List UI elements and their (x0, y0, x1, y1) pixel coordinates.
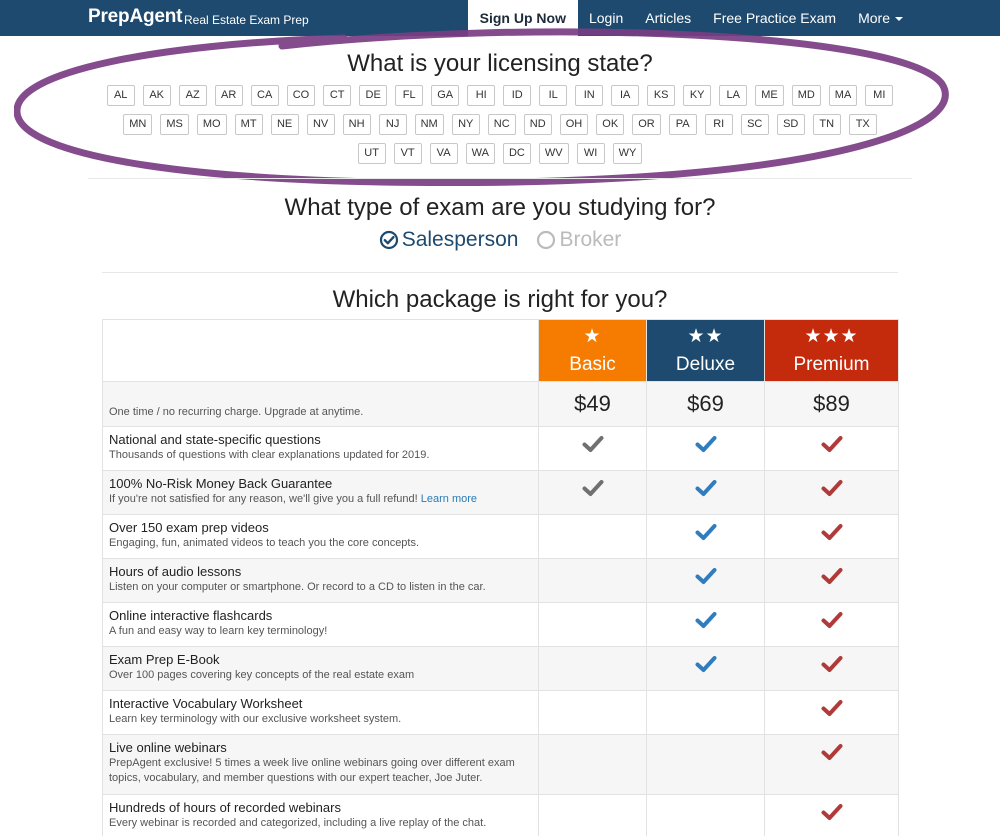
feature-row (103, 647, 899, 691)
feature-deluxe-cell (647, 647, 765, 691)
state-button-az[interactable]: AZ (179, 85, 207, 106)
star-icon: ★★ (687, 326, 724, 347)
feature-description-text: PrepAgent exclusive! 5 times a week live online webinars going over different exam topics, vocabulary, and member questions with our expert teacher, Joe Juter. (109, 757, 515, 784)
exam-type-options (0, 228, 1000, 252)
feature-row (103, 603, 899, 647)
checkmark-icon (821, 743, 843, 761)
state-button-ct[interactable]: CT (323, 85, 351, 106)
feature-description (109, 816, 532, 831)
exam-option-salesperson[interactable] (379, 228, 519, 252)
state-button-ak[interactable]: AK (143, 85, 171, 106)
feature-cell (103, 647, 539, 691)
feature-title: Interactive Vocabulary Worksheet (109, 696, 303, 711)
feature-basic-cell (539, 427, 647, 471)
feature-premium-cell (765, 471, 899, 515)
feature-row (103, 691, 899, 735)
state-button-ks[interactable]: KS (647, 85, 675, 106)
feature-row (103, 427, 899, 471)
checkmark-icon (695, 655, 717, 673)
checkmark-icon (821, 699, 843, 717)
feature-title: 100% No-Risk Money Back Guarantee (109, 476, 333, 491)
state-button-ms[interactable]: MS (160, 114, 189, 135)
state-button-ga[interactable]: GA (431, 85, 459, 106)
checkmark-icon (821, 803, 843, 821)
state-button-sc[interactable]: SC (741, 114, 769, 135)
feature-premium-cell (765, 603, 899, 647)
state-button-dc[interactable]: DC (503, 143, 531, 164)
brand-logo[interactable]: PrepAgent (88, 6, 183, 27)
plan-name: Deluxe (675, 354, 736, 375)
feature-cell (103, 691, 539, 735)
nav-sign-up-now[interactable]: Sign Up Now (468, 0, 578, 36)
state-button-co[interactable]: CO (287, 85, 316, 106)
state-button-me[interactable]: ME (755, 85, 784, 106)
state-button-va[interactable]: VA (430, 143, 458, 164)
checkmark-icon (821, 479, 843, 497)
package-comparison-table (102, 319, 899, 836)
feature-basic-cell (539, 603, 647, 647)
state-button-la[interactable]: LA (719, 85, 747, 106)
state-button-ut[interactable]: UT (358, 143, 386, 164)
package-heading: Which package is right for you? (332, 286, 668, 313)
state-button-al[interactable]: AL (107, 85, 135, 106)
state-button-pa[interactable]: PA (669, 114, 697, 135)
feature-cell (103, 471, 539, 515)
price-note: One time / no recurring charge. Upgrade at anytime. (103, 382, 539, 427)
state-button-nj[interactable]: NJ (379, 114, 407, 135)
feature-cell (103, 735, 539, 795)
feature-row (103, 471, 899, 515)
feature-title: Live online webinars (109, 740, 227, 755)
feature-basic-cell (539, 735, 647, 795)
state-button-wv[interactable]: WV (539, 143, 569, 164)
feature-premium-cell (765, 735, 899, 795)
feature-title: Hours of audio lessons (109, 564, 242, 579)
feature-cell (103, 559, 539, 603)
top-navbar (0, 0, 1000, 36)
checkmark-icon (821, 655, 843, 673)
feature-description-text: A fun and easy way to learn key terminology! (109, 625, 328, 637)
check-circle-icon (379, 230, 399, 250)
state-button-nd[interactable]: ND (524, 114, 552, 135)
feature-description (109, 712, 532, 727)
feature-premium-cell (765, 795, 899, 836)
state-button-ia[interactable]: IA (611, 85, 639, 106)
checkmark-icon (695, 479, 717, 497)
feature-description-text: Listen on your computer or smartphone. Or record to a CD to listen in the car. (109, 581, 486, 593)
feature-premium-cell (765, 647, 899, 691)
state-button-row (0, 85, 1000, 106)
state-button-nv[interactable]: NV (307, 114, 335, 135)
learn-more-link[interactable]: Learn more (420, 493, 478, 505)
price-row (103, 382, 899, 427)
feature-title: National and state-specific questions (109, 432, 321, 447)
checkmark-icon (695, 611, 717, 629)
table-corner-cell (103, 320, 539, 382)
feature-cell (103, 795, 539, 836)
plan-header-deluxe[interactable] (647, 320, 765, 382)
feature-cell (103, 515, 539, 559)
checkmark-icon (821, 435, 843, 453)
feature-deluxe-cell (647, 515, 765, 559)
feature-title: Online interactive flashcards (109, 608, 273, 623)
feature-premium-cell (765, 691, 899, 735)
state-button-ok[interactable]: OK (596, 114, 624, 135)
feature-deluxe-cell (647, 471, 765, 515)
nav-menu (468, 0, 914, 36)
exam-option-broker[interactable] (536, 228, 621, 252)
feature-cell (103, 427, 539, 471)
feature-deluxe-cell (647, 427, 765, 471)
feature-description-text: Over 100 pages covering key concepts of the real estate exam (109, 669, 415, 681)
nav-login[interactable]: Login (588, 10, 624, 26)
state-button-ar[interactable]: AR (215, 85, 243, 106)
state-button-ny[interactable]: NY (452, 114, 480, 135)
feature-title: Exam Prep E-Book (109, 652, 220, 667)
checkmark-icon (695, 523, 717, 541)
state-button-nm[interactable]: NM (415, 114, 444, 135)
state-button-tx[interactable]: TX (849, 114, 877, 135)
state-button-wa[interactable]: WA (466, 143, 495, 164)
state-button-ne[interactable]: NE (271, 114, 299, 135)
state-button-mo[interactable]: MO (197, 114, 227, 135)
state-button-wi[interactable]: WI (577, 143, 605, 164)
feature-description-text: Thousands of questions with clear explanations updated for 2019. (109, 449, 430, 461)
state-button-id[interactable]: ID (503, 85, 531, 106)
star-icon: ★ (583, 326, 602, 347)
feature-description (109, 492, 532, 507)
feature-description-text: Learn key terminology with our exclusive worksheet system. (109, 713, 402, 725)
feature-deluxe-cell (647, 795, 765, 836)
feature-row (103, 795, 899, 836)
state-button-row (0, 143, 1000, 164)
nav-articles[interactable]: Articles (645, 10, 692, 26)
state-button-vt[interactable]: VT (394, 143, 422, 164)
feature-deluxe-cell (647, 691, 765, 735)
section-divider (102, 272, 898, 273)
feature-description-text: If you're not satisfied for any reason, we'll give you a full refund! (109, 493, 418, 505)
state-button-hi[interactable]: HI (467, 85, 495, 106)
checkmark-icon (821, 523, 843, 541)
feature-description-text: Every webinar is recorded and categorized, including a live replay of the chat. (109, 817, 487, 829)
checkmark-icon (821, 611, 843, 629)
plan-name: Premium (793, 354, 870, 375)
checkmark-icon (821, 567, 843, 585)
nav-free-practice-exam[interactable]: Free Practice Exam (713, 10, 837, 26)
plan-name: Basic (569, 354, 616, 375)
price-premium: $89 (765, 382, 899, 427)
feature-cell (103, 603, 539, 647)
feature-basic-cell (539, 471, 647, 515)
feature-basic-cell (539, 647, 647, 691)
feature-deluxe-cell (647, 735, 765, 795)
state-button-nc[interactable]: NC (488, 114, 516, 135)
price-basic: $49 (539, 382, 647, 427)
section-divider (88, 178, 912, 179)
state-button-mi[interactable]: MI (865, 85, 893, 106)
feature-basic-cell (539, 559, 647, 603)
state-button-or[interactable]: OR (632, 114, 661, 135)
feature-description (109, 580, 532, 595)
state-button-in[interactable]: IN (575, 85, 603, 106)
checkmark-icon (695, 567, 717, 585)
exam-option-label: Broker (559, 228, 622, 251)
feature-basic-cell (539, 795, 647, 836)
caret-down-icon (895, 17, 903, 21)
state-button-sd[interactable]: SD (777, 114, 805, 135)
feature-basic-cell (539, 515, 647, 559)
brand-tagline: Real Estate Exam Prep (184, 13, 309, 27)
nav-more-label: More (858, 10, 890, 26)
feature-description (109, 448, 532, 463)
plan-header-basic[interactable] (539, 320, 647, 382)
checkmark-icon (582, 435, 604, 453)
state-button-nh[interactable]: NH (343, 114, 371, 135)
feature-basic-cell (539, 691, 647, 735)
feature-deluxe-cell (647, 559, 765, 603)
checkmark-icon (582, 479, 604, 497)
nav-more-dropdown[interactable] (847, 0, 914, 36)
feature-premium-cell (765, 515, 899, 559)
price-deluxe: $69 (647, 382, 765, 427)
state-button-oh[interactable]: OH (560, 114, 589, 135)
state-button-fl[interactable]: FL (395, 85, 423, 106)
feature-description (109, 756, 532, 786)
state-button-ma[interactable]: MA (829, 85, 858, 106)
licensing-state-heading: What is your licensing state? (347, 50, 653, 77)
feature-deluxe-cell (647, 603, 765, 647)
state-button-de[interactable]: DE (359, 85, 387, 106)
feature-description-text: Engaging, fun, animated videos to teach you the core concepts. (109, 537, 420, 549)
state-button-ca[interactable]: CA (251, 85, 279, 106)
state-selector (0, 85, 1000, 172)
state-button-ri[interactable]: RI (705, 114, 733, 135)
feature-row (103, 735, 899, 795)
star-icon: ★★★ (804, 326, 859, 347)
state-button-mn[interactable]: MN (123, 114, 152, 135)
feature-row (103, 559, 899, 603)
feature-description (109, 624, 532, 639)
state-button-mt[interactable]: MT (235, 114, 263, 135)
feature-description (109, 536, 532, 551)
feature-row (103, 515, 899, 559)
plan-header-premium[interactable] (765, 320, 899, 382)
checkmark-icon (695, 435, 717, 453)
state-button-md[interactable]: MD (792, 85, 821, 106)
feature-title: Over 150 exam prep videos (109, 520, 269, 535)
state-button-ky[interactable]: KY (683, 85, 711, 106)
feature-premium-cell (765, 559, 899, 603)
feature-description (109, 668, 532, 683)
exam-option-label: Salesperson (401, 228, 519, 251)
feature-title: Hundreds of hours of recorded webinars (109, 800, 341, 815)
feature-premium-cell (765, 427, 899, 471)
state-button-wy[interactable]: WY (613, 143, 643, 164)
state-button-row (0, 114, 1000, 135)
empty-circle-icon (536, 230, 556, 250)
exam-type-heading: What type of exam are you studying for? (284, 194, 716, 221)
state-button-tn[interactable]: TN (813, 114, 841, 135)
state-button-il[interactable]: IL (539, 85, 567, 106)
